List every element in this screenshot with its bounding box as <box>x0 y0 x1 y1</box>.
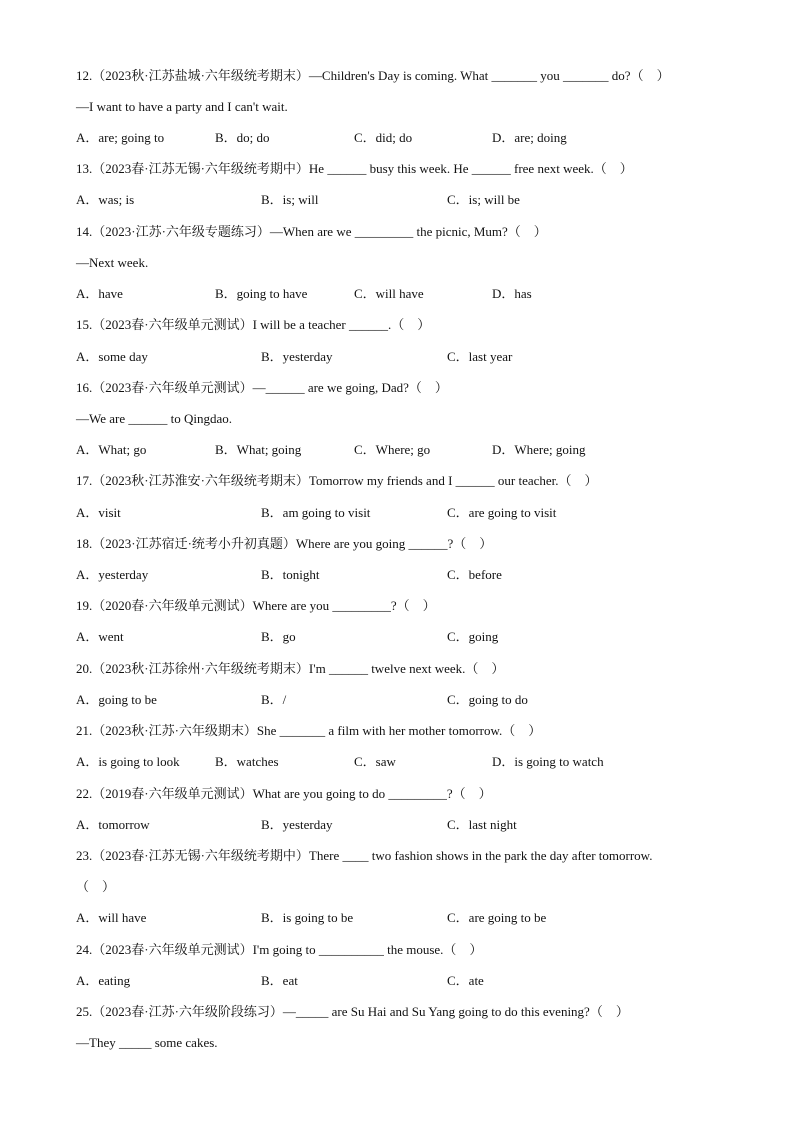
question-17-stem: 17.（2023秋·江苏淮安·六年级统考期末）Tomorrow my friends and I ______ our teacher.（ ） <box>76 473 598 488</box>
question-12-options <box>76 128 714 148</box>
option-a[interactable]: A．visit <box>76 505 121 520</box>
option-b[interactable]: B．go <box>261 629 296 644</box>
question-16-followup: —We are ______ to Qingdao. <box>76 411 232 426</box>
option-b[interactable]: B．What; going <box>215 442 302 457</box>
option-a[interactable]: A．What; go <box>76 442 147 457</box>
option-c[interactable]: C．will have <box>354 286 424 301</box>
option-b[interactable]: B．watches <box>215 754 279 769</box>
option-a[interactable]: A．went <box>76 629 124 644</box>
option-b[interactable]: B．is going to be <box>261 910 354 925</box>
option-a[interactable]: A．yesterday <box>76 567 149 582</box>
question-25-followup: —They _____ some cakes. <box>76 1035 218 1050</box>
question-18-options <box>76 565 714 585</box>
question-13-options <box>76 190 714 210</box>
option-d[interactable]: D．has <box>492 286 532 301</box>
option-b[interactable]: B．tonight <box>261 567 320 582</box>
question-18-stem: 18.（2023·江苏宿迁·统考小升初真题）Where are you going ______?（ ） <box>76 536 493 551</box>
question-14-stem: 14.（2023·江苏·六年级专题练习）—When are we _________ the picnic, Mum?（ ） <box>76 224 547 239</box>
option-a[interactable]: A．have <box>76 286 123 301</box>
option-b[interactable]: B．/ <box>261 692 287 707</box>
question-20-stem: 20.（2023秋·江苏徐州·六年级统考期末）I'm ______ twelve next week.（ ） <box>76 661 505 676</box>
option-c[interactable]: C．before <box>447 567 502 582</box>
option-b[interactable]: B．do; do <box>215 130 270 145</box>
option-a[interactable]: A．some day <box>76 349 148 364</box>
option-a[interactable]: A．tomorrow <box>76 817 150 832</box>
question-21-options <box>76 752 714 772</box>
option-c[interactable]: C．going <box>447 629 499 644</box>
question-19-stem: 19.（2020春·六年级单元测试）Where are you _________?（ ） <box>76 598 436 613</box>
question-15-options <box>76 347 714 367</box>
option-a[interactable]: A．going to be <box>76 692 157 707</box>
option-c[interactable]: C．Where; go <box>354 442 431 457</box>
option-c[interactable]: C．are going to be <box>447 910 547 925</box>
question-13-stem: 13.（2023春·江苏无锡·六年级统考期中）He ______ busy this week. He ______ free next week.（ ） <box>76 161 633 176</box>
option-c[interactable]: C．is; will be <box>447 192 520 207</box>
option-c[interactable]: C．are going to visit <box>447 505 557 520</box>
question-14-options <box>76 284 714 304</box>
option-c[interactable]: C．did; do <box>354 130 413 145</box>
question-24-stem: 24.（2023春·六年级单元测试）I'm going to __________ the mouse.（ ） <box>76 942 483 957</box>
question-16-stem: 16.（2023春·六年级单元测试）—______ are we going, Dad?（ ） <box>76 380 448 395</box>
option-a[interactable]: A．are; going to <box>76 130 165 145</box>
option-a[interactable]: A．was; is <box>76 192 135 207</box>
question-24-options <box>76 971 714 991</box>
question-12-stem: 12.（2023秋·江苏盐城·六年级统考期末）—Children's Day is coming. What _______ you _______ do?（ ） <box>76 68 670 83</box>
question-19-options <box>76 627 714 647</box>
option-b[interactable]: B．eat <box>261 973 298 988</box>
option-b[interactable]: B．yesterday <box>261 817 333 832</box>
question-16-options <box>76 440 714 460</box>
question-15-stem: 15.（2023春·六年级单元测试）I will be a teacher ______.（ ） <box>76 317 431 332</box>
option-c[interactable]: C．last night <box>447 817 517 832</box>
question-25-stem: 25.（2023春·江苏·六年级阶段练习）—_____ are Su Hai and Su Yang going to do this evening?（ ） <box>76 1004 629 1019</box>
option-a[interactable]: A．is going to look <box>76 754 180 769</box>
option-b[interactable]: B．am going to visit <box>261 505 371 520</box>
question-23-options <box>76 908 714 928</box>
option-a[interactable]: A．will have <box>76 910 147 925</box>
option-d[interactable]: D．are; doing <box>492 130 567 145</box>
option-a[interactable]: A．eating <box>76 973 131 988</box>
option-d[interactable]: D．is going to watch <box>492 754 604 769</box>
option-b[interactable]: B．yesterday <box>261 349 333 364</box>
question-21-stem: 21.（2023秋·江苏·六年级期末）She _______ a film with her mother tomorrow.（ ） <box>76 723 542 738</box>
question-22-stem: 22.（2019春·六年级单元测试）What are you going to do _________?（ ） <box>76 786 492 801</box>
option-c[interactable]: C．ate <box>447 973 484 988</box>
question-17-options <box>76 503 714 523</box>
option-c[interactable]: C．last year <box>447 349 513 364</box>
option-b[interactable]: B．going to have <box>215 286 308 301</box>
option-c[interactable]: C．going to do <box>447 692 528 707</box>
option-c[interactable]: C．saw <box>354 754 396 769</box>
question-22-options <box>76 815 714 835</box>
question-23-stem: 23.（2023春·江苏无锡·六年级统考期中）There ____ two fashion shows in the park the day after tomorrow. <box>76 848 653 863</box>
option-d[interactable]: D．Where; going <box>492 442 586 457</box>
question-12-followup: —I want to have a party and I can't wait. <box>76 99 288 114</box>
question-23-followup: （ ） <box>76 879 116 894</box>
question-14-followup: —Next week. <box>76 255 149 270</box>
option-b[interactable]: B．is; will <box>261 192 319 207</box>
question-20-options <box>76 690 714 710</box>
